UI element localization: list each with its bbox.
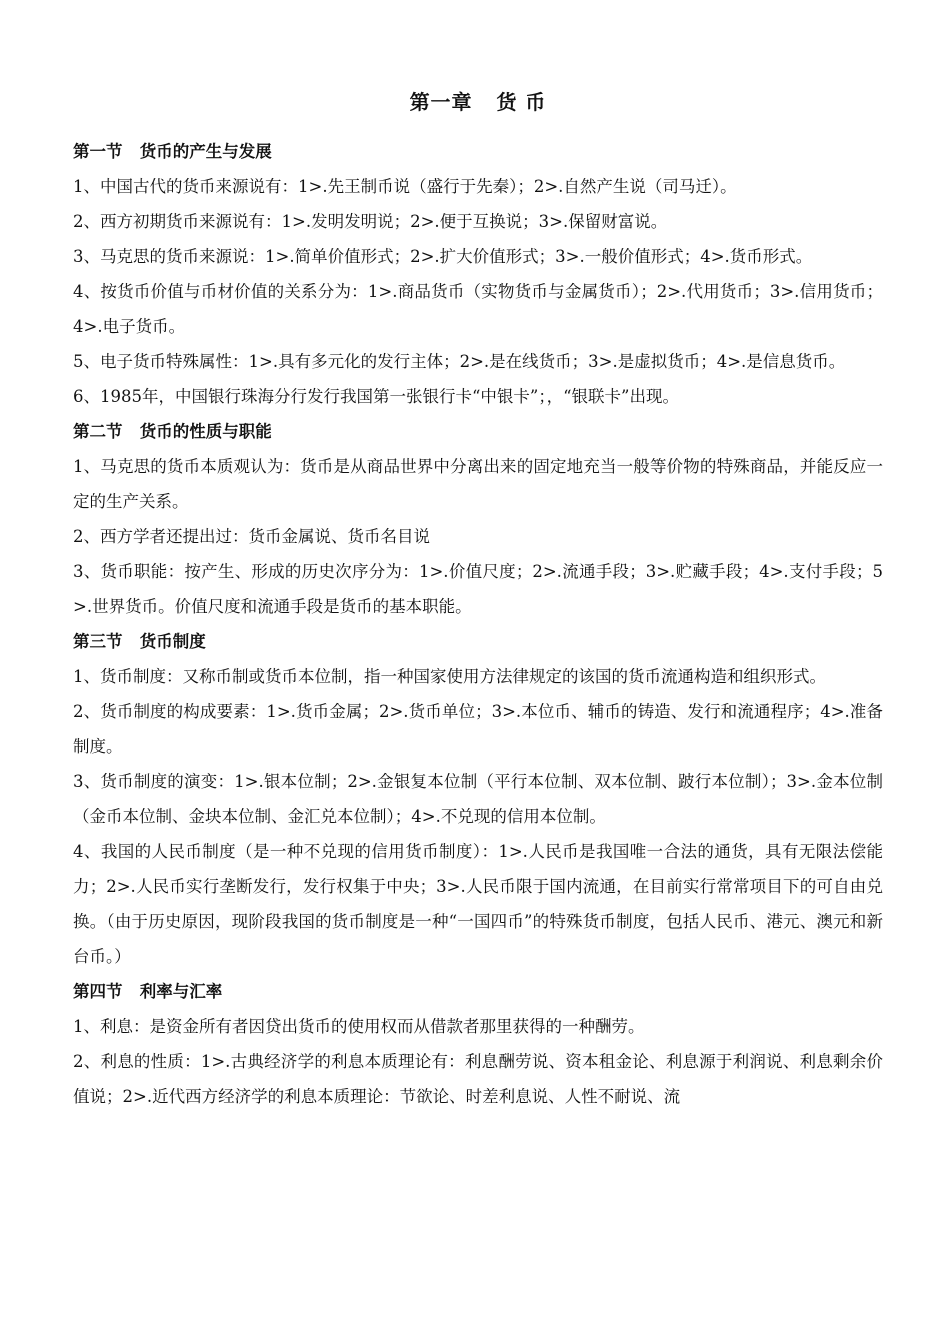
section-heading: 第四节 利率与汇率 (73, 982, 223, 1001)
paragraph: 6、1985年，中国银行珠海分行发行我国第一张银行卡“中银卡”；，“银联卡”出现。 (73, 387, 679, 406)
paragraph: 3、马克思的货币来源说：1>.简单价值形式；2>.扩大价值形式；3>.一般价值形式；4>.货币形式。 (73, 247, 813, 266)
paragraph: 2、货币制度的构成要素：1>.货币金属；2>.货币单位；3>.本位币、辅币的铸造、发行和流通程序；4>.准备制度。 (73, 702, 883, 756)
section-4 (73, 974, 883, 1114)
document-page (73, 84, 883, 1114)
paragraph: 1、货币制度：又称币制或货币本位制，指一种国家使用方法律规定的该国的货币流通构造和组织形式。 (73, 667, 826, 686)
paragraph: 1、中国古代的货币来源说有：1>.先王制币说（盛行于先秦）；2>.自然产生说（司马迁）。 (73, 177, 737, 196)
paragraph: 5、电子货币特殊属性：1>.具有多元化的发行主体；2>.是在线货币；3>.是虚拟货币；4>.是信息货币。 (73, 352, 846, 371)
paragraph: 1、利息：是资金所有者因贷出货币的使用权而从借款者那里获得的一种酬劳。 (73, 1017, 645, 1036)
section-3 (73, 624, 883, 974)
section-heading: 第三节 货币制度 (73, 632, 206, 651)
section-2 (73, 414, 883, 624)
section-1 (73, 134, 883, 414)
section-heading: 第二节 货币的性质与职能 (73, 422, 272, 441)
paragraph: 1、马克思的货币本质观认为：货币是从商品世界中分离出来的固定地充当一般等价物的特殊商品，并能反应一定的生产关系。 (73, 457, 883, 511)
paragraph: 4、我国的人民币制度（是一种不兑现的信用货币制度）：1>.人民币是我国唯一合法的通货，具有无限法偿能力；2>.人民币实行垄断发行，发行权集于中央；3>.人民币限于国内流通，在目前实行常常项目下的可自由兑换。（由于历史原因，现阶段我国的货币制度是一种“一国四币”的特殊货币制度，包括人民币、港元、澳元和新台币。） (73, 842, 883, 966)
paragraph: 2、西方学者还提出过：货币金属说、货币名目说 (73, 527, 430, 546)
paragraph: 4、按货币价值与币材价值的关系分为：1>.商品货币（实物货币与金属货币）；2>.代用货币；3>.信用货币；4>.电子货币。 (73, 282, 883, 336)
chapter-title: 第一章 货 币 (409, 90, 547, 114)
section-heading: 第一节 货币的产生与发展 (73, 142, 272, 161)
paragraph: 3、货币制度的演变：1>.银本位制；2>.金银复本位制（平行本位制、双本位制、跛行本位制）；3>.金本位制（金币本位制、金块本位制、金汇兑本位制）；4>.不兑现的信用本位制。 (73, 772, 883, 826)
paragraph: 2、利息的性质：1>.古典经济学的利息本质理论有：利息酬劳说、资本租金论、利息源于利润说、利息剩余价值说；2>.近代西方经济学的利息本质理论：节欲论、时差利息说、人性不耐说、流 (73, 1052, 883, 1106)
paragraph: 3、货币职能：按产生、形成的历史次序分为：1>.价值尺度；2>.流通手段；3>.贮藏手段；4>.支付手段；5>.世界货币。价值尺度和流通手段是货币的基本职能。 (73, 562, 883, 616)
paragraph: 2、西方初期货币来源说有：1>.发明发明说；2>.便于互换说；3>.保留财富说。 (73, 212, 668, 231)
